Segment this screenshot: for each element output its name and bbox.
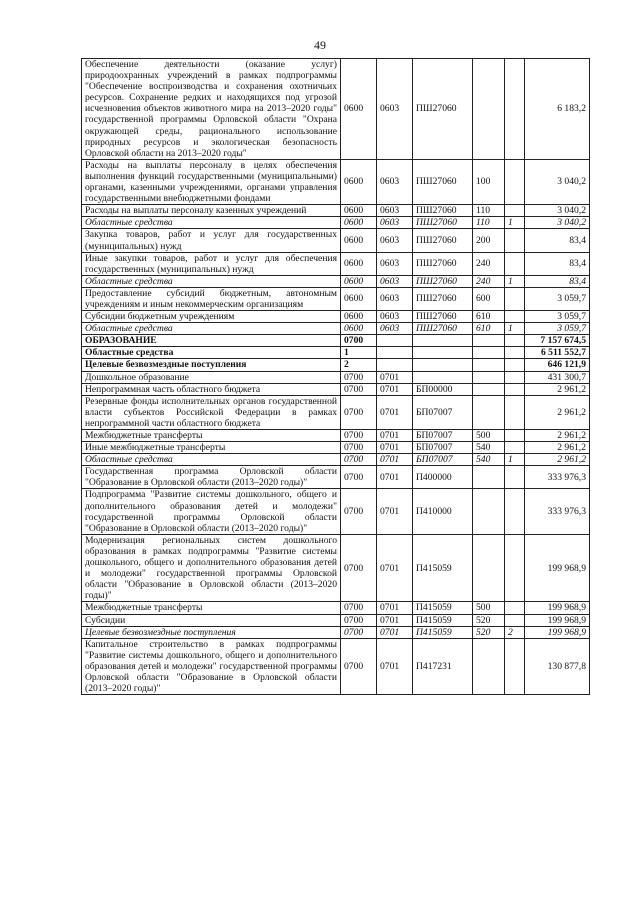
- row-name-cell: Субсидии бюджетным учреждениям: [82, 311, 341, 323]
- row-subsection-cell: 0603: [377, 323, 413, 335]
- row-target-code-cell: ПШ27060: [413, 275, 473, 287]
- row-amount-cell: 431 300,7: [525, 371, 590, 383]
- row-amount-cell: 3 040,2: [525, 159, 590, 204]
- row-name-cell: Расходы на выплаты персоналу в целях обеспечения выполнения функций государственными (муниципальными) органами, казенными учреждениями, органами управления государственными внебюджетными фондами: [82, 159, 341, 204]
- row-source-cell: [505, 442, 525, 454]
- row-subsection-cell: 0701: [377, 383, 413, 395]
- row-source-cell: [505, 430, 525, 442]
- row-name-cell: Расходы на выплаты персоналу казенных учреждений: [82, 205, 341, 217]
- row-target-code-cell: [413, 347, 473, 359]
- row-section-cell: 0600: [341, 287, 377, 310]
- row-section-cell: 0600: [341, 275, 377, 287]
- table-row: [82, 466, 590, 489]
- table-row: [82, 371, 590, 383]
- row-amount-cell: 199 968,9: [525, 534, 590, 602]
- table-row: [82, 229, 590, 252]
- row-expense-type-cell: [473, 335, 505, 347]
- row-amount-cell: 3 040,2: [525, 205, 590, 217]
- budget-table-body: [82, 59, 590, 695]
- row-expense-type-cell: 520: [473, 614, 505, 626]
- row-expense-type-cell: [473, 371, 505, 383]
- row-target-code-cell: БП07007: [413, 395, 473, 429]
- row-source-cell: [505, 534, 525, 602]
- table-row: [82, 347, 590, 359]
- row-subsection-cell: 0603: [377, 275, 413, 287]
- row-subsection-cell: 0701: [377, 430, 413, 442]
- row-subsection-cell: 0701: [377, 371, 413, 383]
- row-name-cell: Областные средства: [82, 347, 341, 359]
- page-number: 49: [314, 38, 326, 52]
- row-amount-cell: 3 040,2: [525, 217, 590, 229]
- row-source-cell: 1: [505, 217, 525, 229]
- row-subsection-cell: 0603: [377, 205, 413, 217]
- row-expense-type-cell: 240: [473, 252, 505, 275]
- row-amount-cell: 199 968,9: [525, 614, 590, 626]
- row-target-code-cell: БП00000: [413, 383, 473, 395]
- table-row: [82, 626, 590, 638]
- row-section-cell: 0700: [341, 614, 377, 626]
- row-source-cell: [505, 311, 525, 323]
- row-source-cell: [505, 383, 525, 395]
- row-section-cell: 0700: [341, 371, 377, 383]
- row-expense-type-cell: 500: [473, 602, 505, 614]
- row-source-cell: [505, 205, 525, 217]
- row-source-cell: [505, 395, 525, 429]
- row-target-code-cell: ПШ27060: [413, 59, 473, 160]
- row-source-cell: 1: [505, 275, 525, 287]
- row-expense-type-cell: 100: [473, 159, 505, 204]
- row-section-cell: 0700: [341, 602, 377, 614]
- row-target-code-cell: ПШ27060: [413, 252, 473, 275]
- row-amount-cell: 3 059,7: [525, 311, 590, 323]
- row-section-cell: 0700: [341, 626, 377, 638]
- row-section-cell: 0600: [341, 311, 377, 323]
- row-name-cell: Дошкольное образование: [82, 371, 341, 383]
- row-name-cell: Областные средства: [82, 217, 341, 229]
- row-amount-cell: 83,4: [525, 275, 590, 287]
- row-target-code-cell: ПШ27060: [413, 323, 473, 335]
- row-amount-cell: 7 157 674,5: [525, 335, 590, 347]
- row-subsection-cell: 0701: [377, 534, 413, 602]
- row-subsection-cell: [377, 347, 413, 359]
- row-section-cell: 0600: [341, 229, 377, 252]
- table-row: [82, 59, 590, 160]
- row-source-cell: [505, 159, 525, 204]
- row-amount-cell: 2 961,2: [525, 442, 590, 454]
- row-source-cell: [505, 359, 525, 371]
- table-row: [82, 205, 590, 217]
- row-amount-cell: 199 968,9: [525, 626, 590, 638]
- row-expense-type-cell: [473, 489, 505, 534]
- row-amount-cell: 2 961,2: [525, 395, 590, 429]
- row-subsection-cell: [377, 359, 413, 371]
- row-target-code-cell: БП07007: [413, 430, 473, 442]
- row-name-cell: Подпрограмма "Развитие системы дошкольного, общего и дополнительного образования детей и молодежи" государственной программы Орловской области "Образование в Орловской области (2013–2020 годы)": [82, 489, 341, 534]
- row-source-cell: [505, 638, 525, 694]
- row-name-cell: Областные средства: [82, 275, 341, 287]
- row-amount-cell: 333 976,3: [525, 489, 590, 534]
- row-subsection-cell: 0603: [377, 287, 413, 310]
- row-name-cell: Капитальное строительство в рамках подпрограммы "Развитие системы дошкольного, общего и дополнительного образования детей и молодежи" государственной программы Орловской области "Образование в Орловской области (2013–2020 годы)": [82, 638, 341, 694]
- row-name-cell: Обеспечение деятельности (оказание услуг) природоохранных учреждений в рамках подпрограммы "Обеспечение воспроизводства и сохранения охотничьих ресурсов. Сохранение редких и находящихся под угрозой исчезновения объектов животного мира на 2013–2020 годы" государственной программы Орловской области "Охрана окружающей среды, рационального использование природных ресурсов и экологическая безопасность Орловской области на 2013–2020 годы": [82, 59, 341, 160]
- row-target-code-cell: [413, 335, 473, 347]
- table-row: [82, 311, 590, 323]
- row-name-cell: Областные средства: [82, 454, 341, 466]
- row-section-cell: 0700: [341, 454, 377, 466]
- row-target-code-cell: П415059: [413, 602, 473, 614]
- row-source-cell: [505, 252, 525, 275]
- row-expense-type-cell: [473, 534, 505, 602]
- table-row: [82, 323, 590, 335]
- row-section-cell: 0600: [341, 159, 377, 204]
- table-row: [82, 383, 590, 395]
- row-subsection-cell: 0701: [377, 638, 413, 694]
- row-source-cell: [505, 347, 525, 359]
- table-row: [82, 395, 590, 429]
- row-subsection-cell: 0603: [377, 59, 413, 160]
- row-amount-cell: 2 961,2: [525, 454, 590, 466]
- table-row: [82, 442, 590, 454]
- row-section-cell: 0700: [341, 430, 377, 442]
- row-section-cell: 0600: [341, 323, 377, 335]
- row-source-cell: [505, 614, 525, 626]
- table-row: [82, 534, 590, 602]
- row-amount-cell: 130 877,8: [525, 638, 590, 694]
- row-expense-type-cell: 110: [473, 205, 505, 217]
- table-row: [82, 602, 590, 614]
- row-section-cell: 0600: [341, 217, 377, 229]
- row-section-cell: 0700: [341, 534, 377, 602]
- row-subsection-cell: 0603: [377, 159, 413, 204]
- row-name-cell: Целевые безвозмездные поступления: [82, 359, 341, 371]
- row-section-cell: 0700: [341, 442, 377, 454]
- table-row: [82, 614, 590, 626]
- row-section-cell: 0600: [341, 205, 377, 217]
- row-expense-type-cell: [473, 383, 505, 395]
- row-subsection-cell: 0701: [377, 626, 413, 638]
- row-source-cell: 1: [505, 454, 525, 466]
- row-expense-type-cell: [473, 395, 505, 429]
- row-section-cell: 2: [341, 359, 377, 371]
- table-row: [82, 454, 590, 466]
- row-subsection-cell: 0701: [377, 602, 413, 614]
- row-target-code-cell: ПШ27060: [413, 159, 473, 204]
- table-row: [82, 287, 590, 310]
- row-subsection-cell: 0701: [377, 466, 413, 489]
- row-subsection-cell: 0701: [377, 614, 413, 626]
- row-expense-type-cell: 540: [473, 442, 505, 454]
- row-expense-type-cell: 610: [473, 311, 505, 323]
- row-target-code-cell: ПШ27060: [413, 287, 473, 310]
- row-target-code-cell: БП07007: [413, 442, 473, 454]
- row-source-cell: 2: [505, 626, 525, 638]
- row-name-cell: Областные средства: [82, 323, 341, 335]
- row-target-code-cell: П415059: [413, 626, 473, 638]
- row-amount-cell: 2 961,2: [525, 383, 590, 395]
- row-name-cell: Модернизация региональных систем дошкольного образования в рамках подпрограммы "Развитие системы дошкольного, общего и дополнительного образования детей и молодежи" государственной программы Орловской области "Образование в Орловской области (2013–2020 годы)": [82, 534, 341, 602]
- row-expense-type-cell: 500: [473, 430, 505, 442]
- row-target-code-cell: П410000: [413, 489, 473, 534]
- table-row: [82, 252, 590, 275]
- row-target-code-cell: ПШ27060: [413, 217, 473, 229]
- row-name-cell: ОБРАЗОВАНИЕ: [82, 335, 341, 347]
- row-expense-type-cell: 240: [473, 275, 505, 287]
- row-name-cell: Субсидии: [82, 614, 341, 626]
- row-name-cell: Межбюджетные трансферты: [82, 430, 341, 442]
- row-expense-type-cell: 110: [473, 217, 505, 229]
- row-name-cell: Межбюджетные трансферты: [82, 602, 341, 614]
- row-target-code-cell: П400000: [413, 466, 473, 489]
- row-name-cell: Предоставление субсидий бюджетным, автономным учреждениям и иным некоммерческим организациям: [82, 287, 341, 310]
- row-target-code-cell: ПШ27060: [413, 311, 473, 323]
- row-source-cell: [505, 335, 525, 347]
- row-source-cell: 1: [505, 323, 525, 335]
- row-expense-type-cell: 540: [473, 454, 505, 466]
- row-name-cell: Иные межбюджетные трансферты: [82, 442, 341, 454]
- row-subsection-cell: 0603: [377, 311, 413, 323]
- row-subsection-cell: 0701: [377, 442, 413, 454]
- row-expense-type-cell: 200: [473, 229, 505, 252]
- row-section-cell: 0700: [341, 383, 377, 395]
- row-target-code-cell: П415059: [413, 614, 473, 626]
- row-section-cell: 0600: [341, 252, 377, 275]
- row-target-code-cell: ПШ27060: [413, 205, 473, 217]
- row-amount-cell: 6 183,2: [525, 59, 590, 160]
- row-expense-type-cell: [473, 638, 505, 694]
- row-expense-type-cell: 600: [473, 287, 505, 310]
- table-row: [82, 217, 590, 229]
- budget-table: [81, 58, 590, 695]
- row-source-cell: [505, 229, 525, 252]
- table-row: [82, 275, 590, 287]
- row-amount-cell: 646 121,9: [525, 359, 590, 371]
- row-expense-type-cell: [473, 347, 505, 359]
- row-subsection-cell: [377, 335, 413, 347]
- row-amount-cell: 3 059,7: [525, 323, 590, 335]
- row-subsection-cell: 0701: [377, 489, 413, 534]
- row-target-code-cell: [413, 371, 473, 383]
- row-subsection-cell: 0701: [377, 454, 413, 466]
- row-expense-type-cell: 610: [473, 323, 505, 335]
- table-row: [82, 359, 590, 371]
- row-target-code-cell: [413, 359, 473, 371]
- row-name-cell: Непрограммная часть областного бюджета: [82, 383, 341, 395]
- row-expense-type-cell: [473, 466, 505, 489]
- row-amount-cell: 83,4: [525, 229, 590, 252]
- row-subsection-cell: 0701: [377, 395, 413, 429]
- row-expense-type-cell: [473, 59, 505, 160]
- row-name-cell: Резервные фонды исполнительных органов государственной власти субъектов Российской Федерации в рамках непрограммной части областного бюджета: [82, 395, 341, 429]
- row-amount-cell: 3 059,7: [525, 287, 590, 310]
- row-expense-type-cell: [473, 359, 505, 371]
- row-expense-type-cell: 520: [473, 626, 505, 638]
- row-amount-cell: 333 976,3: [525, 466, 590, 489]
- row-amount-cell: 2 961,2: [525, 430, 590, 442]
- table-row: [82, 638, 590, 694]
- row-name-cell: Целевые безвозмездные поступления: [82, 626, 341, 638]
- row-source-cell: [505, 466, 525, 489]
- row-section-cell: 0700: [341, 335, 377, 347]
- row-amount-cell: 199 968,9: [525, 602, 590, 614]
- row-source-cell: [505, 489, 525, 534]
- row-section-cell: 0600: [341, 59, 377, 160]
- row-section-cell: 1: [341, 347, 377, 359]
- table-row: [82, 335, 590, 347]
- row-target-code-cell: БП07007: [413, 454, 473, 466]
- row-section-cell: 0700: [341, 638, 377, 694]
- row-source-cell: [505, 287, 525, 310]
- table-row: [82, 159, 590, 204]
- table-row: [82, 489, 590, 534]
- row-source-cell: [505, 59, 525, 160]
- row-target-code-cell: П415059: [413, 534, 473, 602]
- row-target-code-cell: ПШ27060: [413, 229, 473, 252]
- row-amount-cell: 83,4: [525, 252, 590, 275]
- row-subsection-cell: 0603: [377, 252, 413, 275]
- row-source-cell: [505, 602, 525, 614]
- row-name-cell: Иные закупки товаров, работ и услуг для обеспечения государственных (муниципальных) нужд: [82, 252, 341, 275]
- row-amount-cell: 6 511 552,7: [525, 347, 590, 359]
- row-subsection-cell: 0603: [377, 229, 413, 252]
- row-source-cell: [505, 371, 525, 383]
- row-section-cell: 0700: [341, 466, 377, 489]
- row-target-code-cell: П417231: [413, 638, 473, 694]
- row-section-cell: 0700: [341, 489, 377, 534]
- row-section-cell: 0700: [341, 395, 377, 429]
- row-name-cell: Государственная программа Орловской области "Образование в Орловской области (2013–2020 годы)": [82, 466, 341, 489]
- row-name-cell: Закупка товаров, работ и услуг для государственных (муниципальных) нужд: [82, 229, 341, 252]
- row-subsection-cell: 0603: [377, 217, 413, 229]
- table-row: [82, 430, 590, 442]
